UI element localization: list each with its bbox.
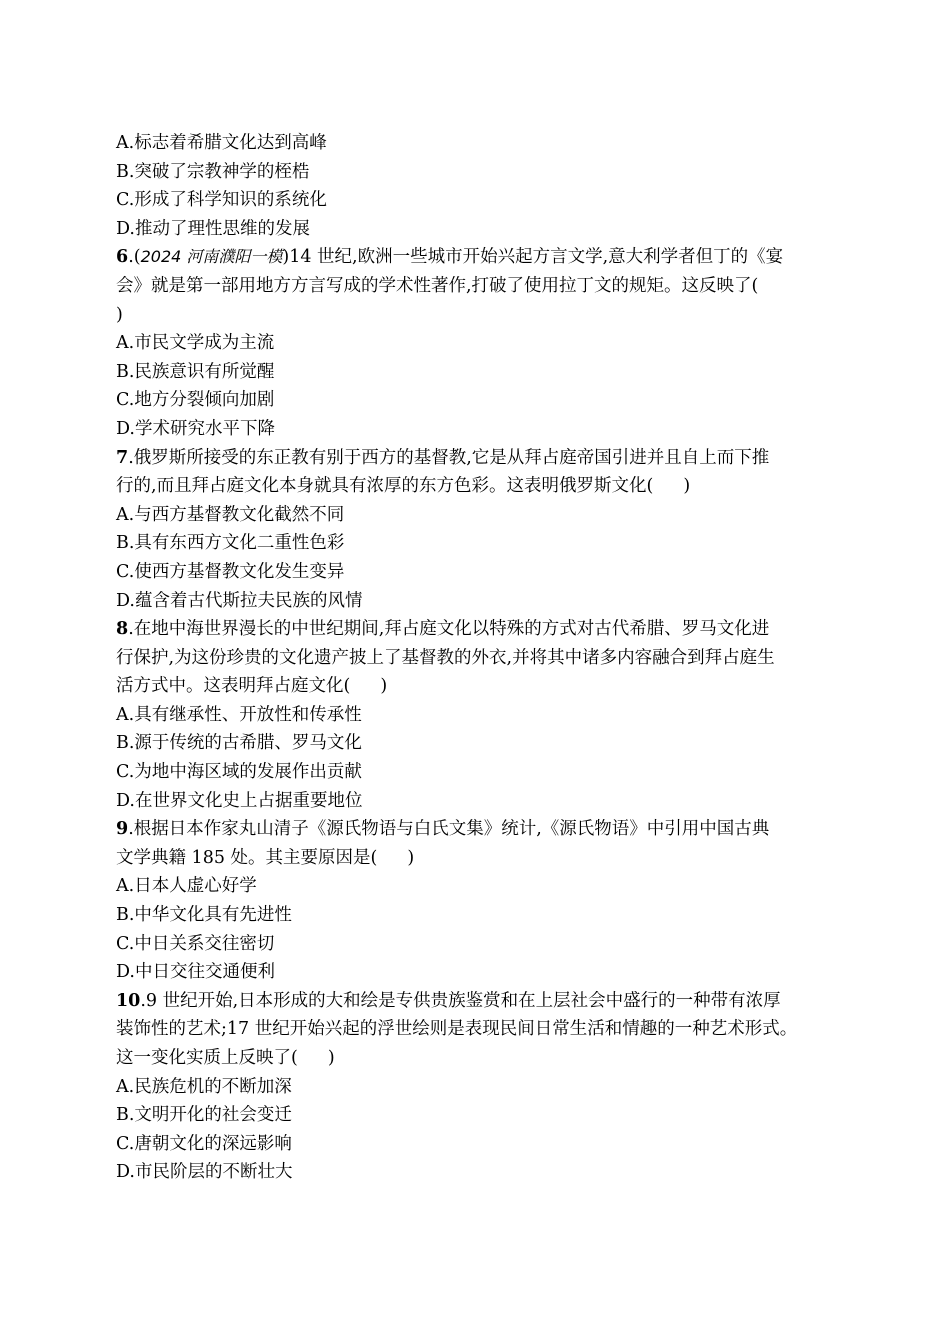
q5-option-b: B.突破了宗教神学的桎梏 <box>116 161 310 182</box>
q9-stem-line-2 <box>116 844 856 873</box>
q10-stem-text-3: 这一变化实质上反映了( <box>116 1048 298 1068</box>
q9-option-b: B.中华文化具有先进性 <box>116 905 292 926</box>
q10-option-d: D.市民阶层的不断壮大 <box>116 1162 293 1183</box>
q10-close-paren: ) <box>327 1048 335 1068</box>
q8-option-c: C.为地中海区域的发展作出贡献 <box>116 762 362 783</box>
q5-option-d: D.推动了理性思维的发展 <box>116 218 310 239</box>
q7-number: 7 <box>116 447 129 468</box>
q7-option-a: A.与西方基督教文化截然不同 <box>116 504 345 525</box>
q10-option-c: C.唐朝文化的深远影响 <box>116 1133 292 1154</box>
q6-stem-line-2: 会》就是第一部用地方方言写成的学术性著作,打破了使用拉丁文的规矩。这反映了( <box>116 275 759 296</box>
q10-stem-line-2: 装饰性的艺术;17 世纪开始兴起的浮世绘则是表现民间日常生活和情趣的一种艺术形式。 <box>116 1019 798 1040</box>
q8-stem-text-1: .在地中海世界漫长的中世纪期间,拜占庭文化以特殊的方式对古代希腊、罗马文化进 <box>128 619 770 640</box>
q8-number: 8 <box>116 619 129 640</box>
q8-stem-text-3: 活方式中。这表明拜占庭文化( <box>116 676 351 697</box>
q7-option-d: D.蕴含着古代斯拉夫民族的风情 <box>116 590 363 611</box>
q8-stem-line-3 <box>116 672 856 701</box>
q8-stem-line-2: 行保护,为这份珍贵的文化遗产披上了基督教的外衣,并将其中诸多内容融合到拜占庭生 <box>116 647 775 668</box>
q9-number: 9 <box>116 819 129 840</box>
q9-stem-text-1: .根据日本作家丸山清子《源氏物语与白氏文集》统计,《源氏物语》中引用中国古典 <box>128 819 770 840</box>
q10-number: 10 <box>116 990 141 1011</box>
q9-close-paren: ) <box>407 847 415 868</box>
q9-stem-text-2: 文学典籍 185 处。其主要原因是( <box>116 847 378 868</box>
question-content <box>116 129 856 1187</box>
q6-option-c: C.地方分裂倾向加剧 <box>116 390 275 411</box>
q8-close-paren: ) <box>380 676 388 697</box>
q6-option-d: D.学术研究水平下降 <box>116 418 275 439</box>
q9-option-a: A.日本人虚心好学 <box>116 876 257 897</box>
q5-option-a: A.标志着希腊文化达到高峰 <box>116 133 327 153</box>
q6-stem-line-1 <box>116 243 856 272</box>
q6-stem-text-1: )14 世纪,欧洲一些城市开始兴起方言文学,意大利学者但丁的《宴 <box>282 247 784 268</box>
q6-open-paren: .( <box>128 247 141 268</box>
q8-option-b: B.源于传统的古希腊、罗马文化 <box>116 733 362 754</box>
q9-option-c: C.中日关系交往密切 <box>116 933 275 954</box>
q10-option-b: B.文明开化的社会变迁 <box>116 1105 292 1126</box>
q6-number: 6 <box>116 247 129 268</box>
q10-stem-line-1 <box>116 987 856 1016</box>
q7-stem-line-1 <box>116 444 856 473</box>
q6-option-b: B.民族意识有所觉醒 <box>116 361 275 382</box>
q7-close-paren: ) <box>683 476 691 497</box>
q7-option-b: B.具有东西方文化二重性色彩 <box>116 533 345 554</box>
q7-stem-text-2: 行的,而且拜占庭文化本身就具有浓厚的东方色彩。这表明俄罗斯文化( <box>116 476 654 497</box>
q8-option-a: A.具有继承性、开放性和传承性 <box>116 704 362 725</box>
q6-source: 2024 河南濮阳一模 <box>140 247 283 267</box>
q5-option-c: C.形成了科学知识的系统化 <box>116 190 327 211</box>
q10-stem-text-1: .9 世纪开始,日本形成的大和绘是专供贵族鉴赏和在上层社会中盛行的一种带有浓厚 <box>140 990 781 1011</box>
q7-stem-line-2 <box>116 472 856 501</box>
q10-option-a: A.民族危机的不断加深 <box>116 1076 292 1097</box>
q6-option-a: A.市民文学成为主流 <box>116 333 275 354</box>
q10-stem-line-3 <box>116 1044 856 1073</box>
q6-stem-line-3: ) <box>116 304 123 325</box>
q8-option-d: D.在世界文化史上占据重要地位 <box>116 790 363 811</box>
q8-stem-line-1 <box>116 615 856 644</box>
q7-stem-text-1: .俄罗斯所接受的东正教有别于西方的基督教,它是从拜占庭帝国引进并且自上而下推 <box>128 447 770 468</box>
q9-stem-line-1 <box>116 815 856 844</box>
q7-option-c: C.使西方基督教文化发生变异 <box>116 561 345 582</box>
q9-option-d: D.中日交往交通便利 <box>116 962 275 983</box>
